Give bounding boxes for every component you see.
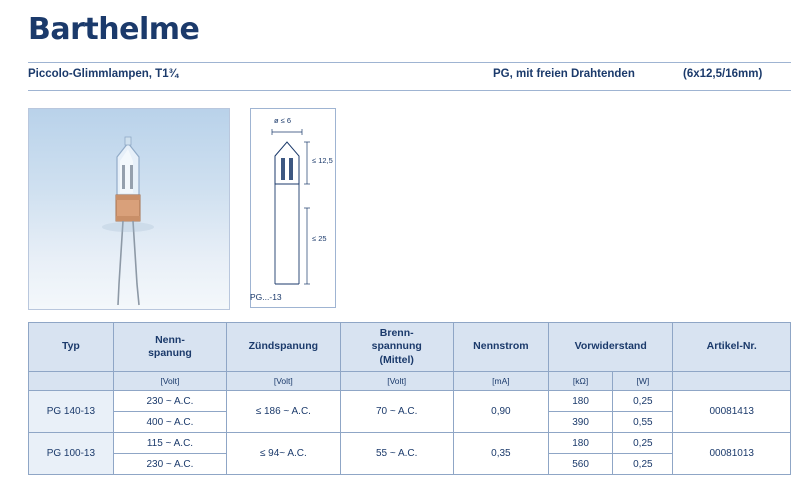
table-row xyxy=(29,433,791,454)
cell-vorwiderstand-watt: 0,55 xyxy=(613,412,673,433)
unit-vorwiderstand-watt: [W] xyxy=(613,372,673,391)
table-body xyxy=(29,391,791,475)
cell-vorwiderstand-kohm: 180 xyxy=(548,433,612,454)
header-divider-bottom xyxy=(28,90,791,91)
cell-nennstrom: 0,90 xyxy=(453,391,548,433)
unit-nennstrom: [mA] xyxy=(453,372,548,391)
cell-brennspannung: 55 ~ A.C. xyxy=(340,433,453,475)
drawing-caption: PG...-13 xyxy=(250,292,282,302)
cell-vorwiderstand-kohm: 180 xyxy=(548,391,612,412)
table-unit-row xyxy=(29,372,791,391)
cell-nennspannung: 115 ~ A.C. xyxy=(113,433,226,454)
unit-zuendspannung: [Volt] xyxy=(227,372,340,391)
col-header-nennspannung-line1: Nenn- xyxy=(155,333,185,346)
cell-vorwiderstand-kohm: 560 xyxy=(548,454,612,475)
cell-nennspannung: 230 ~ A.C. xyxy=(113,391,226,412)
dim-length-label: ≤ 25 xyxy=(312,234,327,243)
cell-vorwiderstand-watt: 0,25 xyxy=(613,454,673,475)
header-series-title: PG, mit freien Drahtenden xyxy=(493,68,635,80)
cell-vorwiderstand-kohm: 390 xyxy=(548,412,612,433)
cell-typ: PG 100-13 xyxy=(29,433,114,475)
specification-table xyxy=(28,322,791,475)
table-row xyxy=(29,391,791,412)
header-titles xyxy=(28,68,791,84)
unit-artikel xyxy=(673,372,791,391)
col-header-brennspannung-line1: Brenn- xyxy=(379,327,414,340)
product-photo xyxy=(28,108,230,310)
dim-diameter-label: ø ≤ 6 xyxy=(274,116,292,125)
cell-nennspannung: 230 ~ A.C. xyxy=(113,454,226,475)
cell-vorwiderstand-watt: 0,25 xyxy=(613,433,673,454)
dim-height-label: ≤ 12,5 xyxy=(312,156,333,165)
unit-brennspannung: [Volt] xyxy=(340,372,453,391)
brand-logo: Barthelme xyxy=(28,12,200,47)
unit-nennspannung: [Volt] xyxy=(113,372,226,391)
cell-typ: PG 140-13 xyxy=(29,391,114,433)
col-header-brennspannung-line3: (Mittel) xyxy=(379,353,414,366)
col-header-brennspannung xyxy=(340,323,453,372)
col-header-nennstrom: Nennstrom xyxy=(453,323,548,372)
col-header-zuendspannung: Zündspanung xyxy=(227,323,340,372)
cell-nennstrom: 0,35 xyxy=(453,433,548,475)
cell-artikel: 00081013 xyxy=(673,433,791,475)
cell-zuendspannung: ≤ 186 ~ A.C. xyxy=(227,391,340,433)
col-header-vorwiderstand: Vorwiderstand xyxy=(548,323,673,372)
col-header-nennspannung-line2: spanung xyxy=(148,347,192,359)
unit-vorwiderstand-kohm: [kΩ] xyxy=(548,372,612,391)
table-head xyxy=(29,323,791,391)
cell-vorwiderstand-watt: 0,25 xyxy=(613,391,673,412)
header-divider-top xyxy=(28,62,791,63)
header-product-title: Piccolo-Glimmlampen, T1¾ xyxy=(28,68,179,80)
table-header-row xyxy=(29,323,791,372)
col-header-nennspannung xyxy=(113,323,226,372)
technical-drawing-graphic xyxy=(250,108,336,308)
technical-drawing xyxy=(250,108,336,308)
col-header-typ: Typ xyxy=(29,323,114,372)
cell-artikel: 00081413 xyxy=(673,391,791,433)
specification-table-wrapper xyxy=(28,322,791,475)
lamp-photo-graphic xyxy=(29,109,227,307)
header-dimensions: (6x12,5/16mm) xyxy=(683,68,763,80)
unit-typ xyxy=(29,372,114,391)
col-header-artikel: Artikel-Nr. xyxy=(673,323,791,372)
cell-zuendspannung: ≤ 94~ A.C. xyxy=(227,433,340,475)
cell-nennspannung: 400 ~ A.C. xyxy=(113,412,226,433)
col-header-brennspannung-line2: spannung xyxy=(371,340,422,353)
cell-brennspannung: 70 ~ A.C. xyxy=(340,391,453,433)
